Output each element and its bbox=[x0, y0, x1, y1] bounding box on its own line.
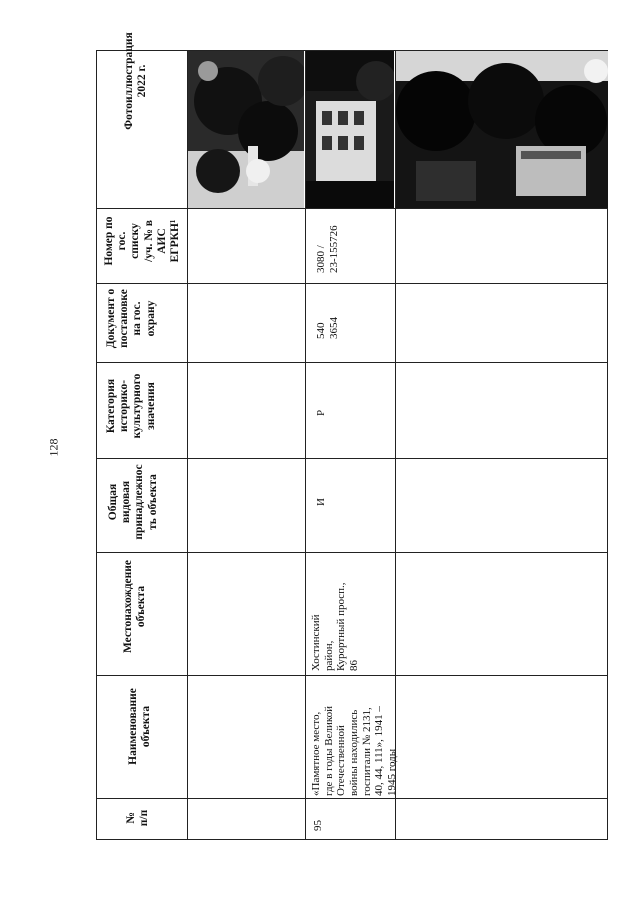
cell-document: 540 3654 bbox=[315, 317, 340, 339]
header-num: № п/п bbox=[125, 809, 151, 827]
photo-building bbox=[306, 51, 394, 208]
col-divider-doc bbox=[97, 362, 607, 363]
photo-memorial-site-2 bbox=[396, 51, 608, 208]
header-name: Наименование объекта bbox=[127, 688, 153, 765]
cell-ownership: И bbox=[315, 498, 327, 506]
cell-category: Р bbox=[315, 409, 327, 416]
header-category: Категория историко- культурного значения bbox=[105, 373, 157, 439]
header-document: Документ о постановке на гос. охрану bbox=[105, 288, 157, 349]
header-location: Местонахождение объекта bbox=[122, 559, 148, 654]
cell-location: Хостинский район, Курортный просп., 86 bbox=[310, 582, 360, 671]
photo-memorial-site-1 bbox=[188, 51, 304, 208]
col-divider-name bbox=[97, 798, 607, 799]
cell-num: 95 bbox=[312, 820, 324, 831]
header-photo: Фотоиллюстрация 2022 г. bbox=[123, 32, 149, 130]
page-number: 128 bbox=[46, 438, 61, 457]
cell-reg-number: 3080 / 23-155726 bbox=[315, 225, 340, 273]
col-divider-cat bbox=[97, 458, 607, 459]
col-divider-reg bbox=[97, 283, 607, 284]
monuments-table bbox=[96, 32, 608, 840]
header-ownership: Общая видовая принадлежнос ть объекта bbox=[107, 464, 159, 540]
cell-name: «Памятное место, где в годы Великой Отечественной войны находились госпитали № 2131, 40, 44, 111», 1941 – 1945 годы bbox=[310, 705, 398, 796]
header-reg-number: Номер по гос. списку /уч. № в АИС ЕГРКН¹ bbox=[103, 216, 182, 266]
